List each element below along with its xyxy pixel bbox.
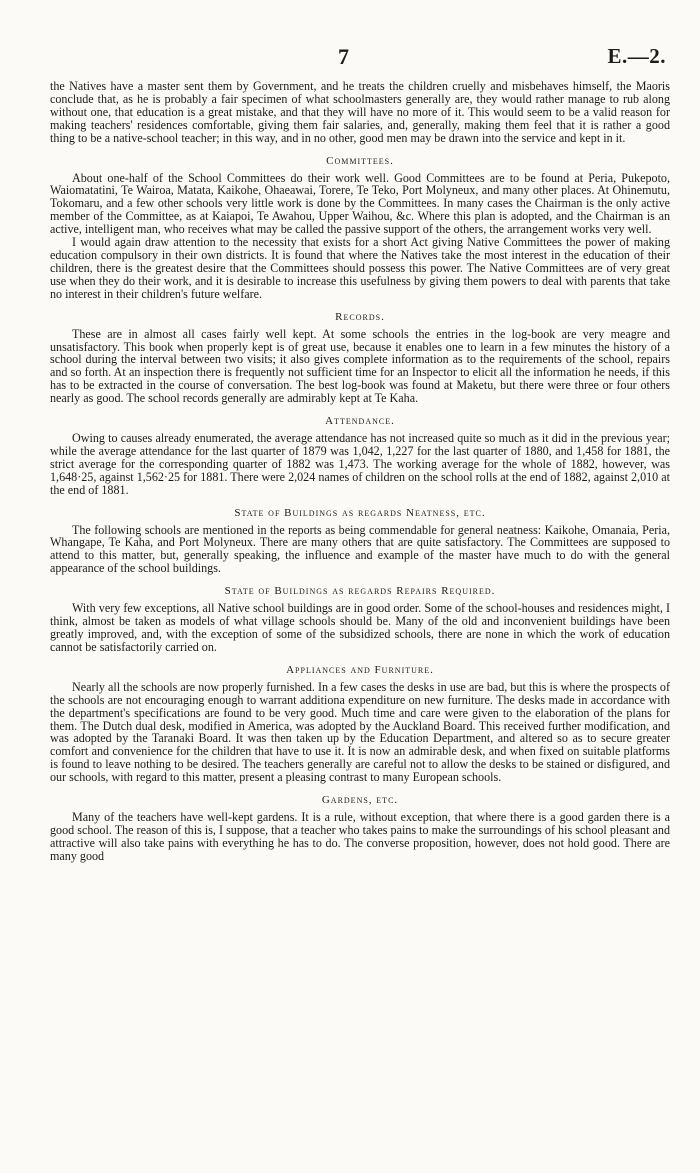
section-heading-buildings-neatness: State of Buildings as regards Neatness, etc. [234,506,486,519]
paragraph: The following schools are mentioned in the reports as being commendable for general neatness: Kaikohe, Omanaia, Peria, Whangape, Te Kaha, and Port Molyneux. There are many others that are quite satisfactory. The Committees are supposed to attend to this matter, but, generally speaking, the influence and example of the master have much to do with the general appearance of the school buildings. [50,522,670,576]
paragraph: About one-half of the School Committees do their work well. Good Committees are to be found at Peria, Pukepoto, Waiomatatini, Te Wairoa, Matata, Kaikohe, Ohaeawai, Torere, Te Teko, Port Molyneux, and many other places. At Ohinemutu, Tokomaru, and a few other schools very little work is done by the Committees. In many cases the Chairman is the only active member of the Committee, as at Kaiapoi, Te Awahou, Upper Waihou, &c. Where this plan is adopted, and the Chairman is an active, intelligent man, who receives what may be called the passive support of the others, the arrangement works very well. [50,170,670,237]
paragraph: These are in almost all cases fairly well kept. At some schools the entries in the log-book are very meagre and unsatisfactory. This book when properly kept is of great use, because it enables one to learn in a few minutes the history of a school during the interval between two visits; it also gives complete information as to the requirements of the school, repairs and so forth. At an inspection there is frequently not sufficient time for an Inspector to elicit all the information he needs, if this has to be extracted in the course of conversation. The best log-book was found at Maketu, but there were three or four others nearly as good. The school records generally are admirably kept at Te Kaha. [50,326,670,406]
document-reference: E.—2. [607,44,666,68]
paragraph: With very few exceptions, all Native school buildings are in good order. Some of the school-houses and residences might, I think, almost be taken as models of what village schools should be. Many of the old and inconvenient buildings have been greatly improved, and, with the exception of some of the subsidized schools, there are none in which the work of education cannot be satisfactorily carried on. [50,601,670,654]
section-heading-appliances: Appliances and Furniture. [286,663,434,676]
section-heading-committees: Committees. [326,154,394,167]
paragraph: Many of the teachers have well-kept gardens. It is a rule, without exception, that where there is a good garden there is a good school. The reason of this is, I suppose, that a teacher who takes pains to make the surroundings of his school pleasant and attractive will also take pains with everything he has to do. The converse proposition, however, does not hold good. There are many good [50,810,670,863]
page-header [0,44,700,72]
section-heading-records: Records. [335,310,385,323]
paragraph: I would again draw attention to the necessity that exists for a short Act giving Native Committees the power of making education compulsory in their own districts. It is found that where the Natives take the most interest in the education of their children, there is the greatest desire that the Committees should possess this power. The Native Committees are of very great use when they do their work, and it is desirable to increase this usefulness by giving them powers to deal with parents that take no interest in their children's future welfare. [50,235,670,301]
paragraph: Owing to causes already enumerated, the average attendance has not increased quite so much as it did in the previous year; while the average attendance for the last quarter of 1879 was 1,042, 1,227 for the last quarter of 1880, and 1,458 for 1881, the strict average for the corresponding quarter of 1882 was 1,473. The working average for the whole of 1882, however, was 1,648·25, against 1,562·25 for 1881. There were 2,024 names of children on the school rolls at the end of 1882, against 2,010 at the end of 1881. [50,431,670,497]
paragraph: Nearly all the schools are now properly furnished. In a few cases the desks in use are bad, but this is where the prospects of the schools are not encouraging enough to warrant additiona expenditure on new furniture. The desks made in accordance with the department's specifications are found to be very good. Much time and care were given to the elaboration of the plans for them. The Dutch dual desk, modified in America, was adopted by the Auckland Board. This received further modification, and was adopted by the Taranaki Board. It was then taken up by the Education Department, and altered so as to secure greater comfort and convenience for the children that have to use it. It is now an admirable desk, and when fixed on suitable platforms is found to leave nothing to be desired. The teachers generally are careful not to allow the desks to be stained or disfigured, and our schools, with regard to this matter, present a pleasing contrast to many European schools. [50,679,670,785]
document-body [50,80,670,863]
intro-paragraph: the Natives have a master sent them by Government, and he treats the children cruelly and misbehaves himself, the Maoris conclude that, as he is probably a fair specimen of what schoolmasters generally are, they would rather manage to rub along without one, that education is a great mistake, and that they will have no more of it. This would seem to be a valid reason for making teachers' residences comfortable, giving them fair salaries, and, generally, making them feel that it is rather a good thing to be a native-school teacher; in this way, and in no other, good men may be drawn into the service and kept in it. [50,79,670,145]
page-number: 7 [338,44,349,69]
section-heading-attendance: Attendance. [325,415,395,428]
section-heading-gardens: Gardens, etc. [321,794,399,807]
section-heading-buildings-repairs: State of Buildings as regards Repairs Required. [224,585,496,598]
